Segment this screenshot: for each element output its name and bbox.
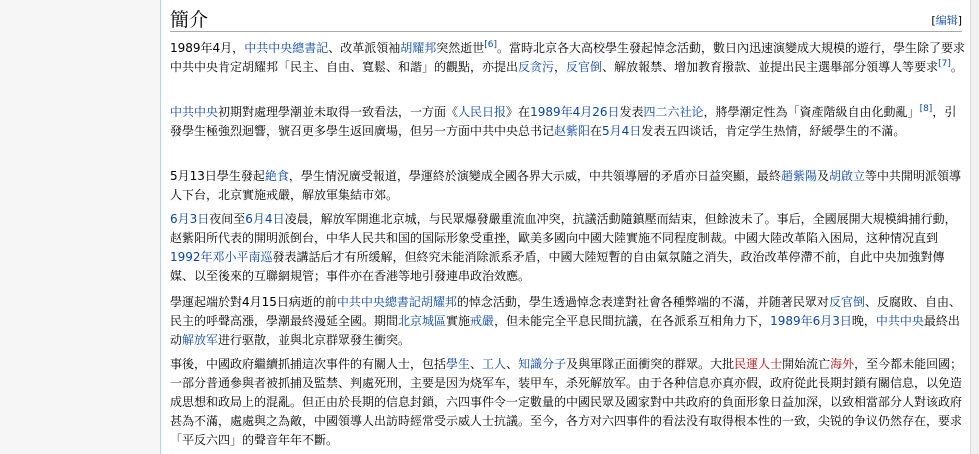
text: 突然逝世 xyxy=(436,41,485,55)
citation-6[interactable]: [6] xyxy=(484,40,497,50)
edit-link[interactable]: 编辑 xyxy=(935,14,958,27)
link-pla[interactable]: 解放军 xyxy=(182,333,219,347)
link-deng-southern-tour[interactable]: 1992年邓小平南巡 xyxy=(170,250,273,264)
link-anti-corruption[interactable]: 反贪污 xyxy=(518,60,555,74)
text: ，引發學生極強烈迴響，號召更多學生返回廣場，但另一方面中共中央总书记 xyxy=(170,105,957,138)
text: 。 xyxy=(950,60,963,74)
link-june-3[interactable]: 6月3日 xyxy=(170,212,210,226)
left-gutter xyxy=(0,0,160,454)
link-april-26-editorial[interactable]: 四二六社论 xyxy=(643,105,704,119)
text: 》在 xyxy=(506,105,531,119)
text: 學運起端於對4月15日病逝的前 xyxy=(170,295,337,309)
text: 及 xyxy=(816,169,829,183)
link-ccp-central[interactable]: 中共中央 xyxy=(170,105,219,119)
link-general-secretary[interactable]: 中共中央總書記 xyxy=(244,41,329,55)
text: ，至今都未能回國；一部分普通參與者被抓捕及監禁、判處死刑，主要是因为烧军车，装甲车，杀死解放军。由于各种信息亦真亦假，政府從此長期封鎖有關信息，以免造成思想和政局上的混亂。但正由於長期的信息封鎖，六四事件令一定數量的中國民眾及國家對中共政府的負面形象日益加深，以致相當部分人對该政府甚為不滿，處處與之為敵，中國領導人出訪時經常受示威人士抗議。至今，各方对六四事件的看法没有取得根本性的一致，尖锐的争议仍然存在，要求「平反六四」的聲音年年不斷。 xyxy=(170,357,963,447)
link-hunger-strike[interactable]: 絶食 xyxy=(264,169,289,183)
text: 初期對處理學潮並未取得一致看法，一方面《 xyxy=(218,105,459,119)
text: ，但未能完全平息民間抗議，在各派系互相角力下， xyxy=(494,314,771,328)
link-workers[interactable]: 工人 xyxy=(482,357,507,371)
link-may-4[interactable]: 5月4日 xyxy=(602,124,642,138)
text: 、反腐敗、自由、民主的呼聲高漲，學潮最終漫延全國。期間 xyxy=(170,295,961,328)
link-anti-profiteering[interactable]: 反官倒 xyxy=(566,60,603,74)
link-beijing-urban[interactable]: 北京城區 xyxy=(398,314,447,328)
section-heading xyxy=(170,3,962,32)
text: 開始流亡 xyxy=(782,357,831,371)
paragraph-5 xyxy=(170,293,966,350)
link-ccp-central-2[interactable]: 中共中央 xyxy=(875,314,924,328)
scrollbar-track[interactable] xyxy=(970,0,979,454)
link-intellectuals[interactable]: 知識分子 xyxy=(518,357,567,371)
link-zhao-ziyang-2[interactable]: 趙紫陽 xyxy=(780,169,817,183)
text: ， xyxy=(554,60,567,74)
paragraph-1 xyxy=(170,39,966,77)
text: 凌晨，解放军開進北京城，与民眾爆發嚴重流血冲突，抗議活動隨鎮壓而結束，但餘波未了。事后，全國展開大規模緝捕行動，赵紫阳所代表的開明派倒台，中华人民共和国的国际形象受重挫，歐美多國向中國大陸實施不同程度制裁。中國大陸改革陷入困局，这种情况直到 xyxy=(170,212,957,245)
text: 夜间至 xyxy=(209,212,246,226)
link-hu-qili[interactable]: 胡啟立 xyxy=(828,169,865,183)
section-title: 簡介 xyxy=(170,9,209,31)
text: 。當時北京各大高校學生發起悼念活動，數日內迅速演變成大規模的遊行，學生除了要求中共中央肯定胡耀邦「民主、自由、寬鬆、和諧」的觀點，亦提出 xyxy=(170,41,966,74)
text: 在 xyxy=(590,124,603,138)
link-martial-law[interactable]: 戒嚴 xyxy=(470,314,495,328)
text: 、改革派領袖 xyxy=(328,41,401,55)
citation-8[interactable]: [8] xyxy=(919,104,933,114)
text: 實施 xyxy=(446,314,471,328)
link-anti-profiteering-2[interactable]: 反官倒 xyxy=(828,295,865,309)
link-democracy-activists[interactable]: 民運人士 xyxy=(734,357,783,371)
text: 5月13日學生發起 xyxy=(170,169,265,183)
text: 、解放報禁、增加教育撥款、並提出民主選舉部分領導人等要求 xyxy=(602,60,939,74)
link-zhao-ziyang[interactable]: 赵紫阳 xyxy=(554,124,591,138)
text: 的悼念活動，學生透過悼念表達對社會各種弊端的不滿，并随著民眾对 xyxy=(456,295,829,309)
edit-section xyxy=(931,12,962,28)
text: 进行驱散，並與北京群眾發生衝突。 xyxy=(218,333,411,347)
text: ，將學潮定性為「資產階級自由化動亂」 xyxy=(703,105,920,119)
text: 、 xyxy=(506,357,519,371)
text: 發表講話后才有所缓解，但終究未能消除派系矛盾，中國大陸短暫的自由氣氛隨之消失，政治改革停滯不前，自此中央加強對傳媒、以至後來的互聯網規管；事件亦在香港等地引發連串政治效應。 xyxy=(170,250,945,283)
edit-bracket-close: ] xyxy=(957,14,962,27)
text: 、 xyxy=(470,357,483,371)
paragraph-4 xyxy=(170,210,966,286)
paragraph-3 xyxy=(170,167,966,205)
link-date-1989-04-26[interactable]: 1989年4月26日 xyxy=(530,105,620,119)
link-general-secretary-hu[interactable]: 中共中央總書記胡耀邦 xyxy=(336,295,457,309)
text: ，學生情況廣受報道，學運終於演變成全國各界大示威，中共領導層的矛盾亦日益突顯，最終 xyxy=(288,169,781,183)
link-overseas[interactable]: 海外 xyxy=(830,357,855,371)
text: 最終出动 xyxy=(170,314,960,347)
paragraph-2 xyxy=(170,103,966,141)
text: 等中共開明派領導人下台，北京實施戒嚴，解放軍集結市郊。 xyxy=(170,169,961,202)
link-june-4[interactable]: 6月4日 xyxy=(245,212,285,226)
paragraph-6 xyxy=(170,355,966,450)
text: 发表五四谈话，肯定学生热情，紓緩學生的不滿。 xyxy=(641,124,906,138)
link-date-1989-06-03[interactable]: 1989年6月3日 xyxy=(770,314,852,328)
link-hu-yaobang[interactable]: 胡耀邦 xyxy=(400,41,437,55)
link-students[interactable]: 學生 xyxy=(446,357,471,371)
link-peoples-daily[interactable]: 人民日报 xyxy=(458,105,507,119)
text: 发表 xyxy=(619,105,644,119)
edit-bracket-open: [ xyxy=(931,14,936,27)
text: 1989年4月， xyxy=(170,41,245,55)
text: 晚， xyxy=(851,314,876,328)
citation-7[interactable]: [7] xyxy=(938,59,951,69)
text: 及與軍隊正面衝突的群眾。大批 xyxy=(566,357,735,371)
text: 事後，中國政府繼續抓捕這次事件的有關人士，包括 xyxy=(170,357,447,371)
